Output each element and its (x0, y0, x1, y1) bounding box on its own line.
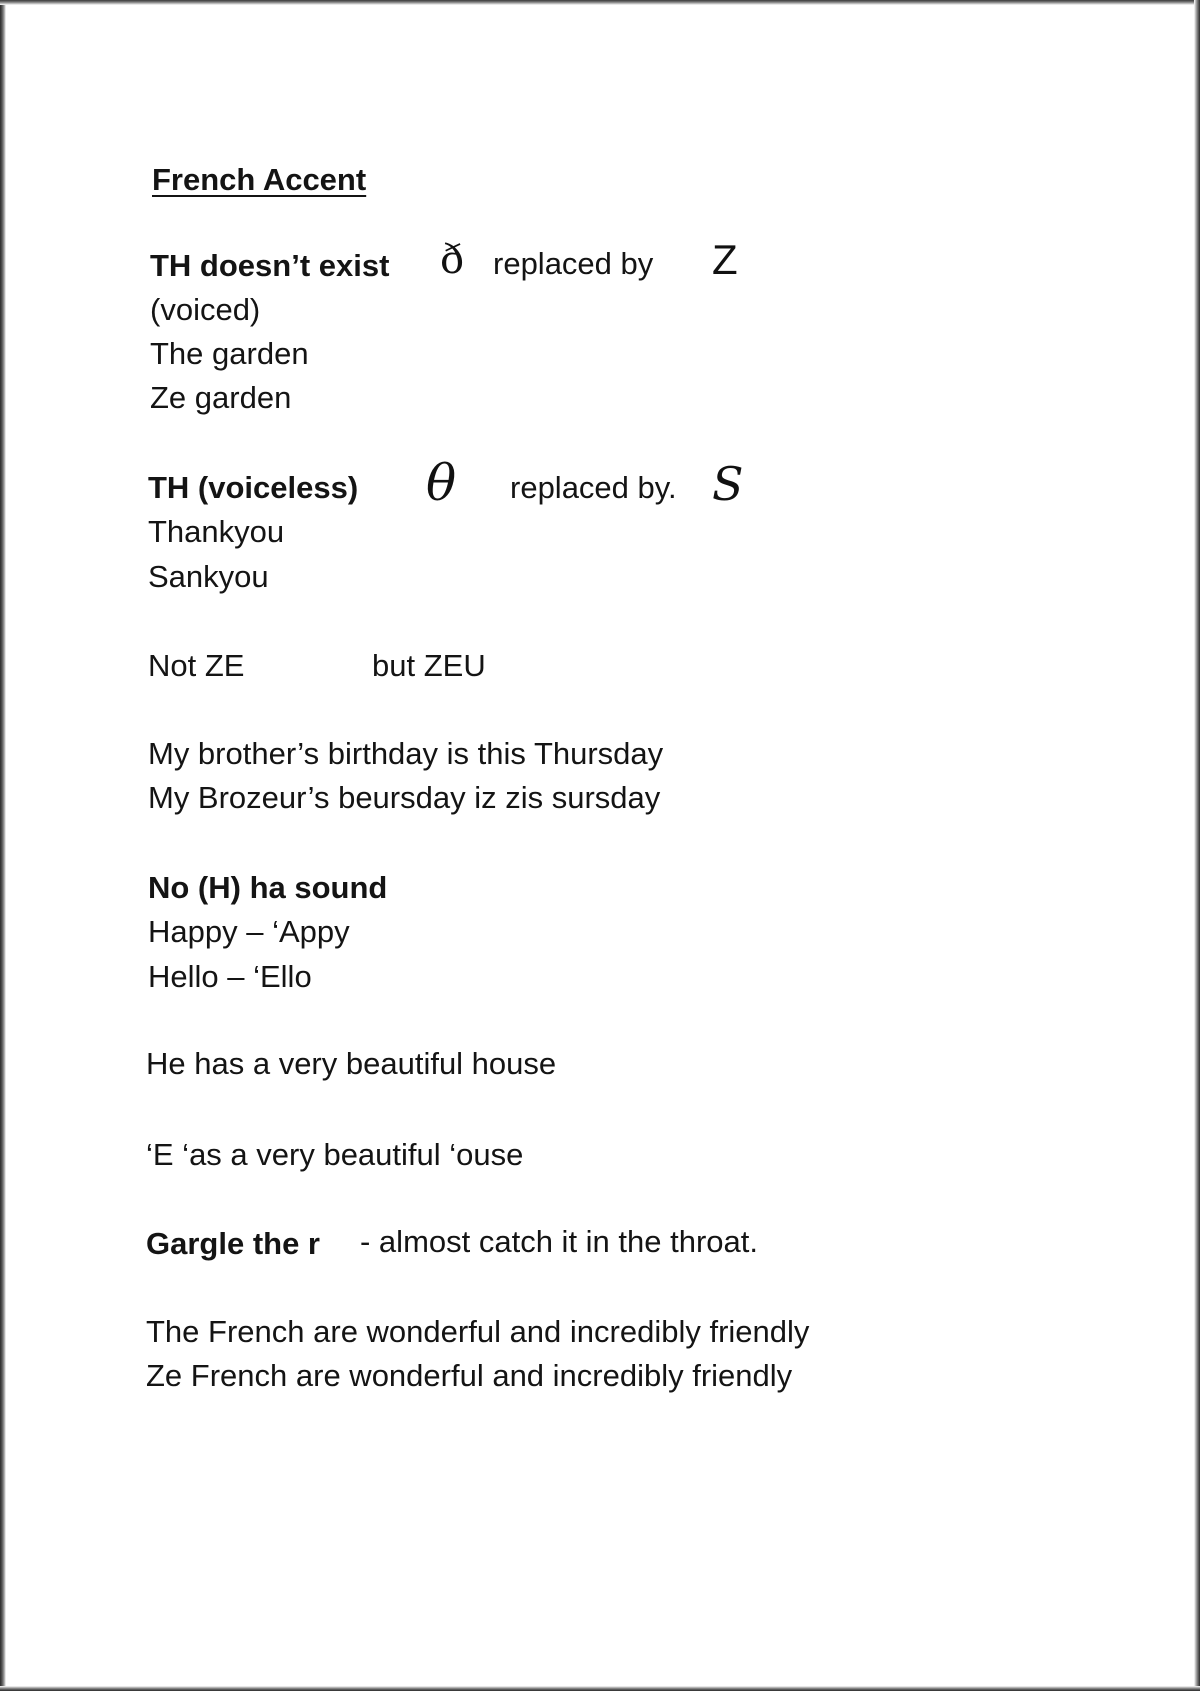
not-ze-text: Not ZE (148, 648, 245, 683)
scan-edge-bottom (0, 1686, 1200, 1691)
voiced-note: (voiced) (150, 292, 261, 327)
french-accent: Ze French are wonderful and incredibly friendly (146, 1358, 793, 1393)
birthday-accent: My Brozeur’s beursday iz zis sursday (148, 780, 661, 815)
house-original: He has a very beautiful house (146, 1046, 557, 1081)
gargle-text: - almost catch it in the throat. (360, 1224, 759, 1259)
scan-edge-right (1194, 0, 1200, 1691)
but-zeu-text: but ZEU (372, 648, 486, 683)
birthday-original: My brother’s birthday is this Thursday (148, 736, 664, 771)
voiceless-heading: TH (voiceless) (148, 470, 359, 505)
voiced-symbol: ð (440, 237, 465, 283)
voiced-heading: TH doesn’t exist (150, 248, 390, 283)
voiced-replacement: Z (712, 236, 738, 283)
house-accent: ‘E ‘as a very beautiful ‘ouse (146, 1137, 524, 1172)
voiceless-symbol: θ (426, 454, 457, 512)
gargle-heading: Gargle the r (146, 1226, 320, 1261)
page-title: French Accent (152, 162, 367, 197)
voiced-example-original: The garden (150, 336, 309, 371)
scan-edge-left (0, 0, 6, 1691)
voiceless-replacement: S (712, 457, 744, 511)
french-original: The French are wonderful and incredibly friendly (146, 1314, 810, 1349)
voiceless-example-accent: Sankyou (148, 559, 269, 594)
h-sound-heading: No (H) ha sound (148, 870, 388, 905)
h-sound-example-happy: Happy – ‘Appy (148, 914, 350, 949)
voiced-replaced-text: replaced by (493, 246, 654, 281)
voiced-example-accent: Ze garden (150, 380, 292, 415)
voiceless-replaced-text: replaced by. (510, 470, 677, 505)
scan-edge-top (0, 0, 1200, 5)
voiceless-example-original: Thankyou (148, 514, 285, 549)
h-sound-example-hello: Hello – ‘Ello (148, 959, 312, 994)
